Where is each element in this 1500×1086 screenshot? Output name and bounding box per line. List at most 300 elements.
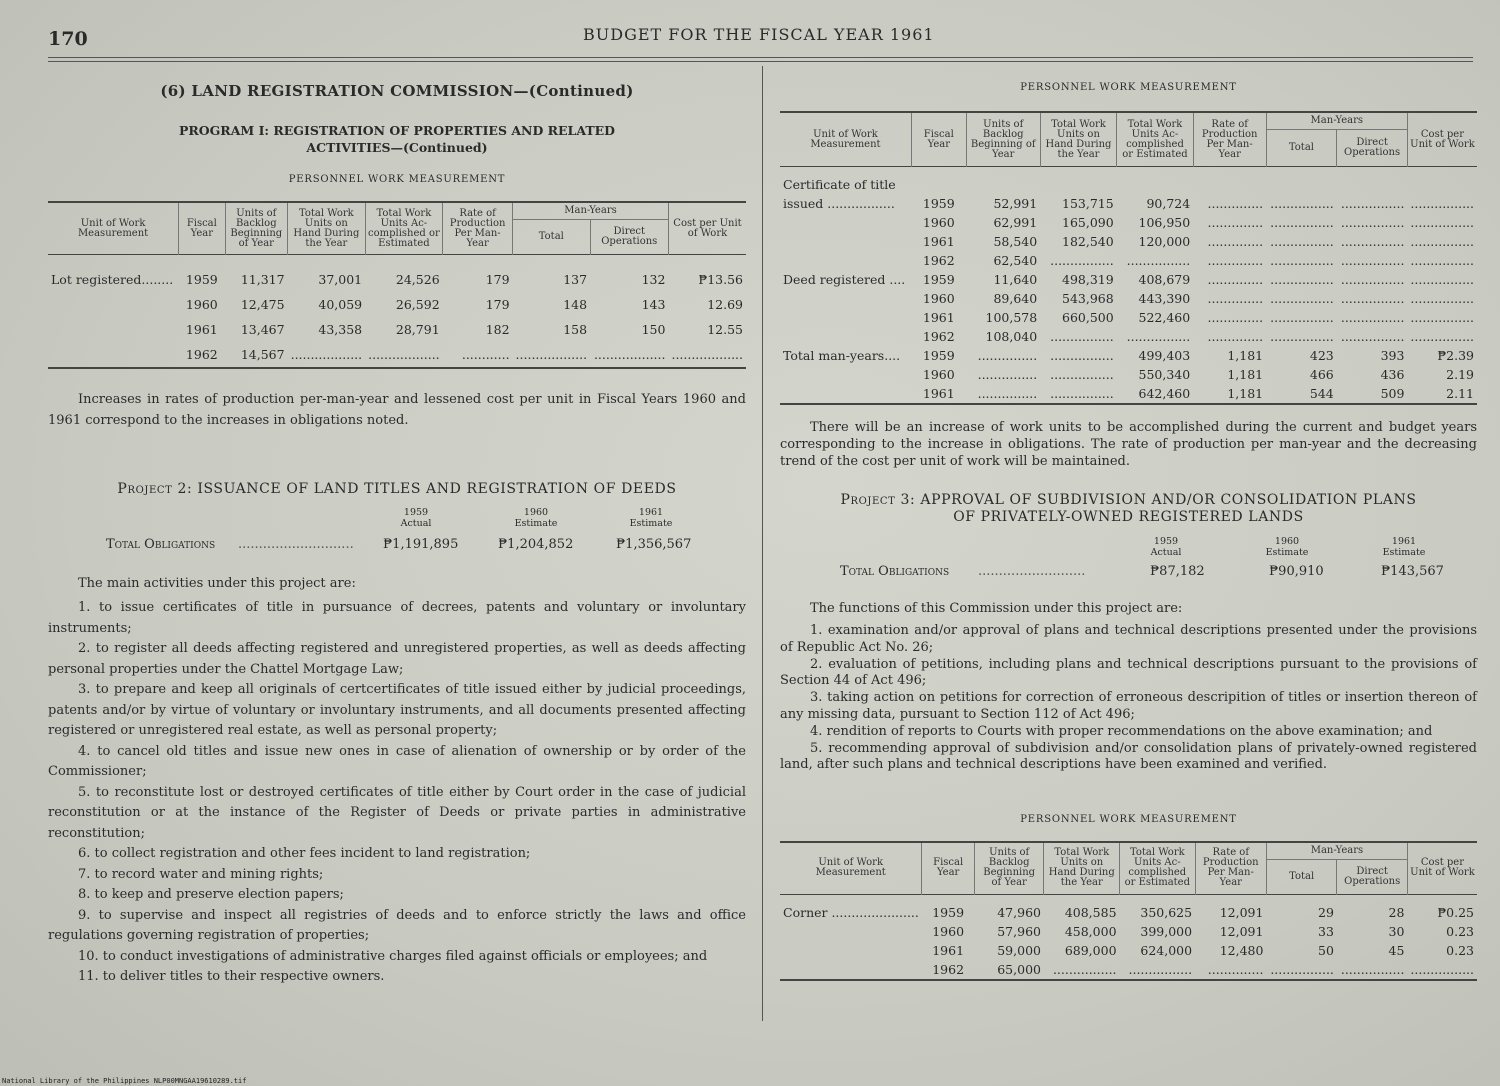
- oblig-col-1961-year: 1961: [1391, 536, 1417, 547]
- cell-cost: 0.23: [1446, 942, 1474, 958]
- cell-backlog: 65,000: [997, 961, 1041, 977]
- cell-cost: ................: [1410, 253, 1474, 268]
- cell-direct: ................: [1340, 215, 1405, 230]
- cell-unit: [48, 342, 179, 368]
- cell-rate: ..............: [1207, 329, 1264, 344]
- cell-total: ................: [1270, 329, 1334, 344]
- table-row: [780, 384, 1477, 404]
- list-item: [780, 690, 1477, 723]
- cell-direct: ................: [1340, 291, 1405, 306]
- cell-unit: [48, 317, 179, 342]
- cell-accomplished: 443,390: [1138, 291, 1191, 306]
- cell-unit: [780, 251, 911, 270]
- left-column: [48, 78, 746, 988]
- cell-year: 1960: [922, 367, 955, 382]
- cell-accomplished: 24,526: [395, 272, 440, 287]
- header-rule: [48, 57, 1473, 62]
- cell-backlog: 89,640: [993, 291, 1038, 306]
- table-row: [780, 251, 1477, 270]
- obligation-1959: ₱87,182: [1150, 564, 1205, 579]
- col-direct: Direct Operations: [1337, 859, 1408, 894]
- cell-backlog: 11,317: [240, 272, 285, 287]
- cell-on-hand: ................: [1050, 348, 1114, 363]
- pwm-caption-right-2: PERSONNEL WORK MEASUREMENT: [1020, 813, 1237, 825]
- cell-backlog: 57,960: [997, 923, 1041, 939]
- project-3-name-1: APPROVAL OF SUBDIVISION AND/OR CONSOLIDATION PLANS: [920, 492, 1417, 508]
- cell-accomplished: 642,460: [1138, 386, 1191, 401]
- work-measurement-table-right: [780, 111, 1477, 405]
- cell-direct: 509: [1380, 386, 1405, 401]
- cell-year: 1962: [922, 329, 955, 344]
- list-item-text: 3. taking action on petitions for correction of erroneous descripition of titles or insertion thereon of any missing data, pursuant to Section 112 of Act 496;: [780, 690, 1477, 722]
- cell-total: 544: [1309, 386, 1334, 401]
- cell-unit: [780, 213, 911, 232]
- list-item-text: 10. to conduct investigations of administrative charges filed against officials or employees; and: [78, 948, 708, 964]
- project-3-title: [780, 492, 1477, 526]
- work-measurement-table: [48, 201, 746, 369]
- scan-footer: National Library of the Philippines NLP00MNGAA19610289.tif: [2, 1077, 247, 1085]
- cell-unit: [780, 941, 922, 960]
- col-on-hand: Total Work Units on Hand During the Year: [288, 202, 366, 255]
- table-row: [780, 213, 1477, 232]
- functions-intro: The functions of this Commission under this project are:: [810, 601, 1183, 616]
- col-direct: Direct Operations: [1337, 130, 1408, 167]
- list-item-text: 5. to reconstitute lost or destroyed certificates of title either by Court order in the case of judicial reconstitution or at the instance of the Register of Deeds or private parties in administrative reconstitution;: [48, 784, 746, 841]
- col-total: Total: [513, 220, 591, 255]
- cell-direct: ................: [1340, 234, 1405, 249]
- oblig-col-1960-year: 1960: [1274, 536, 1300, 547]
- cell-rate: 12,091: [1219, 904, 1264, 920]
- cell-year: 1959: [185, 272, 218, 287]
- col-direct: Direct Operations: [590, 220, 668, 255]
- table-note-right: There will be an increase of work units to be accomplished during the current and budget years corresponding to the increase in obligations. The rate of production per man-year and the decreasing trend of the cost per unit of work will be maintained.: [780, 420, 1477, 469]
- oblig-col-1959-label: Actual: [400, 518, 432, 529]
- program-title-line-2: ACTIVITIES—(Continued): [306, 140, 488, 155]
- obligation-1959: ₱1,191,895: [383, 537, 459, 552]
- cell-backlog: 13,467: [240, 322, 285, 337]
- cell-backlog: 47,960: [997, 904, 1041, 920]
- cell-cost: ................: [1410, 310, 1474, 325]
- cell-rate: ..............: [1207, 310, 1264, 325]
- cell-total: ................: [1270, 234, 1334, 249]
- cell-rate: [1193, 167, 1266, 195]
- cell-year: 1962: [922, 253, 955, 268]
- cell-cost: [1407, 167, 1477, 195]
- list-item: [48, 967, 746, 988]
- table-row: [780, 232, 1477, 251]
- list-item: [780, 623, 1477, 656]
- cell-rate: ..............: [1207, 253, 1264, 268]
- obligation-1961: ₱143,567: [1381, 564, 1444, 579]
- cell-year: 1959: [922, 196, 955, 211]
- table-row: [48, 317, 746, 342]
- cell-total: [1266, 167, 1337, 195]
- cell-cost: ₱2.39: [1437, 348, 1474, 363]
- cell-on-hand: [1040, 167, 1117, 195]
- cell-backlog: 108,040: [985, 329, 1038, 344]
- cell-cost: ................: [1410, 215, 1474, 230]
- col-cost: Cost per Unit of Work: [1407, 112, 1477, 167]
- cell-direct: 28: [1388, 904, 1405, 920]
- cell-rate: ..............: [1207, 234, 1264, 249]
- cell-direct: 132: [641, 272, 666, 287]
- cell-rate: ..............: [1207, 961, 1264, 977]
- list-item: [48, 947, 746, 968]
- col-unit: Unit of Work Measurement: [77, 217, 149, 239]
- col-total: Total: [1266, 859, 1336, 894]
- cell-direct: ................: [1340, 310, 1405, 325]
- col-cost: Cost per Unit of Work: [668, 202, 746, 255]
- cell-total: 137: [563, 272, 588, 287]
- list-item: [48, 742, 746, 783]
- cell-on-hand: 543,968: [1062, 291, 1114, 306]
- cell-year: 1960: [932, 923, 965, 939]
- cell-rate: ..............: [1207, 215, 1264, 230]
- list-item: [48, 865, 746, 886]
- cell-on-hand: 182,540: [1062, 234, 1114, 249]
- table-row: [780, 194, 1477, 213]
- obligation-1960: ₱1,204,852: [498, 537, 574, 552]
- oblig-col-1959-year: 1959: [1153, 536, 1179, 547]
- page-number: 170: [48, 28, 88, 50]
- cell-direct: 45: [1388, 942, 1405, 958]
- cell-backlog: ...............: [977, 386, 1038, 401]
- obligation-1960: ₱90,910: [1269, 564, 1324, 579]
- cell-accomplished: 120,000: [1138, 234, 1191, 249]
- col-rate: Rate of Production Per Man- Year: [1193, 112, 1266, 167]
- cell-total: ................: [1270, 272, 1334, 287]
- activities-list: [48, 598, 746, 988]
- cell-backlog: 11,640: [993, 272, 1038, 287]
- col-man-years: Man-Years: [1266, 112, 1407, 130]
- col-man-years: Man-Years: [513, 202, 669, 220]
- cell-on-hand: 689,000: [1064, 942, 1117, 958]
- cell-on-hand: 408,585: [1064, 904, 1117, 920]
- cell-rate: 1,181: [1227, 386, 1264, 401]
- activities-intro: The main activities under this project are:: [78, 576, 356, 591]
- cell-total: ................: [1270, 253, 1334, 268]
- project-2-label: Project 2:: [117, 481, 193, 497]
- cell-unit: Lot registered........: [51, 272, 174, 287]
- cell-on-hand: 40,059: [318, 297, 363, 312]
- cell-total: 148: [563, 297, 588, 312]
- cell-year: 1962: [185, 347, 218, 362]
- cell-cost: ..................: [671, 347, 743, 362]
- cell-year: 1959: [922, 272, 955, 287]
- cell-backlog: 14,567: [240, 347, 285, 362]
- cell-accomplished: 399,000: [1140, 923, 1193, 939]
- obligations-header-right: [780, 536, 1477, 562]
- col-cost: Cost per Unit of Work: [1407, 842, 1477, 895]
- cell-on-hand: ................: [1050, 386, 1114, 401]
- cell-rate: 179: [485, 297, 510, 312]
- list-item: [48, 783, 746, 845]
- cell-unit: [780, 232, 911, 251]
- cell-on-hand: ................: [1050, 367, 1114, 382]
- cell-unit: issued .................: [783, 196, 895, 211]
- cell-on-hand: 458,000: [1064, 923, 1117, 939]
- cell-total: 158: [563, 322, 588, 337]
- cell-on-hand: ................: [1052, 961, 1117, 977]
- cell-total: 466: [1309, 367, 1334, 382]
- list-item: [48, 885, 746, 906]
- cell-total: ................: [1270, 215, 1334, 230]
- cell-year: 1962: [932, 961, 965, 977]
- list-item: [48, 598, 746, 639]
- list-item-text: 1. to issue certificates of title in pursuance of decrees, patents and voluntary or involuntary instruments;: [48, 600, 746, 636]
- table-row: [780, 167, 1477, 195]
- col-year: Fiscal Year: [922, 842, 975, 895]
- cell-accomplished: ................: [1126, 253, 1191, 268]
- cell-backlog: ...............: [977, 348, 1038, 363]
- cell-backlog: 59,000: [997, 942, 1041, 958]
- table-row: [780, 365, 1477, 384]
- cell-on-hand: 498,319: [1062, 272, 1114, 287]
- total-obligations-dots: ............................: [238, 537, 354, 552]
- cell-cost: 2.19: [1446, 367, 1474, 382]
- right-column: [780, 78, 1477, 981]
- column-divider: [762, 66, 763, 1021]
- col-unit: Unit of Work Measurement: [810, 128, 881, 150]
- cell-on-hand: 660,500: [1062, 310, 1114, 325]
- cell-rate: 12,480: [1219, 942, 1264, 958]
- list-item-text: 6. to collect registration and other fees incident to land registration;: [78, 846, 531, 861]
- list-item: [780, 741, 1477, 774]
- cell-total: 29: [1318, 904, 1334, 920]
- cell-cost: ................: [1410, 961, 1474, 977]
- pwm-caption: PERSONNEL WORK MEASUREMENT: [288, 174, 506, 185]
- cell-unit: [780, 308, 911, 327]
- col-accomplished: Total Work Units Ac- complished or Estimated: [1117, 112, 1194, 167]
- cell-accomplished: ..................: [368, 347, 440, 362]
- cell-unit: Certificate of title: [783, 177, 896, 192]
- cell-accomplished: 106,950: [1138, 215, 1191, 230]
- program-title: [48, 122, 746, 156]
- oblig-col-1959-label: Actual: [1150, 547, 1182, 558]
- cell-direct: ................: [1340, 272, 1405, 287]
- cell-total: ................: [1270, 961, 1334, 977]
- cell-unit: [780, 384, 911, 404]
- total-obligations-dots: ..........................: [978, 564, 1086, 579]
- cell-accomplished: ................: [1128, 961, 1193, 977]
- col-backlog: Units of Backlog Beginning of Year: [966, 112, 1040, 167]
- cell-direct: 393: [1380, 348, 1405, 363]
- cell-backlog: 58,540: [993, 234, 1038, 249]
- cell-accomplished: 550,340: [1138, 367, 1191, 382]
- col-on-hand: Total Work Units on Hand During the Year: [1044, 842, 1120, 895]
- cell-on-hand: 165,090: [1062, 215, 1114, 230]
- cell-year: 1960: [922, 215, 955, 230]
- list-item-text: 4. to cancel old titles and issue new ones in case of alienation of ownership or by order of the Commissioner;: [48, 743, 746, 779]
- oblig-col-1961-label: Estimate: [629, 518, 673, 529]
- cell-cost: ................: [1410, 196, 1474, 211]
- table-row: [780, 289, 1477, 308]
- cell-direct: ..................: [593, 347, 666, 362]
- cell-backlog: 62,540: [993, 253, 1038, 268]
- cell-year: 1959: [932, 904, 965, 920]
- cell-accomplished: [1117, 167, 1194, 195]
- cell-rate: ..............: [1207, 196, 1264, 211]
- cell-accomplished: 350,625: [1140, 904, 1193, 920]
- oblig-col-1960-year: 1960: [523, 507, 549, 518]
- table-row: [780, 922, 1477, 941]
- cell-accomplished: 499,403: [1138, 348, 1191, 363]
- project-2-name: ISSUANCE OF LAND TITLES AND REGISTRATION OF DEEDS: [197, 481, 677, 497]
- cell-total: 423: [1309, 348, 1334, 363]
- obligation-1961: ₱1,356,567: [616, 537, 692, 552]
- list-item-text: 5. recommending approval of subdivision and/or consolidation plans of privately-owned registered land, after such plans and technical descriptions have been examined and verified.: [780, 740, 1477, 772]
- cell-year: 1961: [932, 942, 965, 958]
- col-year: Fiscal Year: [911, 112, 966, 167]
- cell-on-hand: ..................: [290, 347, 363, 362]
- cell-year: 1961: [922, 386, 955, 401]
- running-head: BUDGET FOR THE FISCAL YEAR 1961: [583, 25, 935, 44]
- table-row: [780, 327, 1477, 346]
- cell-rate: 12,091: [1219, 923, 1264, 939]
- cell-cost: ................: [1410, 291, 1474, 306]
- cell-backlog: 62,991: [993, 215, 1038, 230]
- cell-accomplished: 26,592: [395, 297, 440, 312]
- cell-year: [911, 167, 966, 195]
- col-backlog: Units of Backlog Beginning of Year: [974, 842, 1044, 895]
- list-item: [48, 680, 746, 742]
- total-obligations-label: Total Obligations: [840, 564, 950, 579]
- cell-on-hand: 153,715: [1062, 196, 1114, 211]
- col-rate: Rate of Production Per Man- Year: [1195, 842, 1266, 895]
- cell-accomplished: 408,679: [1138, 272, 1191, 287]
- cell-cost: 12.55: [707, 322, 743, 337]
- total-obligations-row-right: [780, 564, 1477, 586]
- cell-direct: ................: [1340, 329, 1405, 344]
- col-on-hand: Total Work Units on Hand During the Year: [1040, 112, 1117, 167]
- oblig-col-1960-label: Estimate: [1265, 547, 1309, 558]
- section-title: (6) LAND REGISTRATION COMMISSION—(Continued): [160, 82, 634, 100]
- list-item: [48, 844, 746, 865]
- cell-rate: 182: [485, 322, 510, 337]
- table-row: [48, 292, 746, 317]
- oblig-col-1960-label: Estimate: [514, 518, 558, 529]
- list-item: [780, 657, 1477, 690]
- cell-unit: [780, 365, 911, 384]
- program-title-line-1: PROGRAM I: REGISTRATION OF PROPERTIES AND RELATED: [178, 123, 616, 138]
- cell-year: 1961: [922, 310, 955, 325]
- cell-backlog: 52,991: [993, 196, 1038, 211]
- table-row: [780, 346, 1477, 365]
- list-item: [780, 724, 1477, 741]
- cell-cost: ₱0.25: [1437, 904, 1474, 920]
- list-item-text: 2. evaluation of petitions, including plans and technical descriptions pursuant to the provisions of Section 44 of Act 496;: [780, 656, 1477, 688]
- cell-accomplished: 90,724: [1146, 196, 1191, 211]
- cell-year: 1960: [922, 291, 955, 306]
- cell-direct: ................: [1340, 196, 1405, 211]
- table-row: [48, 255, 746, 293]
- list-item-text: 1. examination and/or approval of plans and technical descriptions presented under the provisions of Republic Act No. 26;: [780, 623, 1477, 655]
- obligations-header: [48, 507, 746, 533]
- cell-rate: ..............: [1207, 291, 1264, 306]
- cell-year: 1960: [185, 297, 218, 312]
- col-backlog: Units of Backlog Beginning of Year: [225, 202, 288, 255]
- functions-list: [780, 623, 1477, 774]
- table-row: [780, 894, 1477, 922]
- table-row: [780, 308, 1477, 327]
- col-total: Total: [1266, 130, 1337, 167]
- cell-unit: [780, 327, 911, 346]
- col-accomplished: Total Work Units Ac- complished or Estimated: [365, 202, 443, 255]
- cell-accomplished: 624,000: [1140, 942, 1193, 958]
- cell-cost: 2.11: [1446, 386, 1474, 401]
- cell-rate: 179: [485, 272, 510, 287]
- cell-backlog: 12,475: [240, 297, 285, 312]
- cell-direct: 30: [1388, 923, 1405, 939]
- cell-year: 1959: [922, 348, 955, 363]
- col-accomplished: Total Work Units Ac- complished or Estimated: [1120, 842, 1196, 895]
- cell-total: ..................: [515, 347, 588, 362]
- cell-cost: ₱13.56: [698, 272, 743, 287]
- table-row: [780, 270, 1477, 289]
- list-item-text: 7. to record water and mining rights;: [78, 866, 324, 882]
- list-item-text: 11. to deliver titles to their respective owners.: [78, 969, 385, 984]
- cell-cost: ................: [1410, 329, 1474, 344]
- col-unit: Unit of Work Measurement: [815, 857, 886, 878]
- list-item-text: 4. rendition of reports to Courts with proper recommendations on the above examination; and: [810, 723, 1433, 739]
- project-3-label: Project 3:: [840, 492, 916, 508]
- list-item-text: 9. to supervise and inspect all registries of deeds and to enforce strictly the laws and office regulations governing registration of properties;: [48, 907, 746, 943]
- cell-direct: ................: [1340, 961, 1405, 977]
- oblig-col-1961-label: Estimate: [1382, 547, 1426, 558]
- list-item-text: 2. to register all deeds affecting registered and unregistered properties, as well as deeds affecting personal properties under the Chattel Mortgage Law;: [48, 641, 746, 677]
- cell-total: ................: [1270, 310, 1334, 325]
- table-note: Increases in rates of production per-man-year and lessened cost per unit in Fiscal Years 1960 and 1961 correspond to the increases in obligations noted.: [48, 392, 746, 428]
- cell-on-hand: ................: [1050, 253, 1114, 268]
- project-2-title: [48, 481, 746, 497]
- cell-backlog: [966, 167, 1040, 195]
- cell-year: 1961: [922, 234, 955, 249]
- total-obligations-row: [48, 537, 746, 559]
- cell-direct: 143: [641, 297, 666, 312]
- cell-total: 33: [1318, 923, 1334, 939]
- list-item: [48, 906, 746, 947]
- cell-unit: Corner ......................: [783, 904, 919, 920]
- cell-cost: 12.69: [707, 297, 743, 312]
- list-item: [48, 639, 746, 680]
- list-item-text: 3. to prepare and keep all originals of certcertificates of title issued either by judicial proceedings, patents and/or by virtue of voluntary or involuntary instruments, and all documents presented affecting registered or unregistered real estate, as well as personal property;: [48, 682, 746, 738]
- cell-unit: [780, 289, 911, 308]
- cell-accomplished: 522,460: [1138, 310, 1191, 325]
- oblig-col-1961-year: 1961: [638, 507, 664, 518]
- cell-rate: 1,181: [1227, 348, 1264, 363]
- table-row: [780, 941, 1477, 960]
- cell-cost: 0.23: [1446, 923, 1474, 939]
- cell-unit: Deed registered ....: [783, 272, 906, 287]
- cell-direct: 150: [641, 322, 666, 337]
- table-row: [780, 960, 1477, 980]
- cell-on-hand: 37,001: [318, 272, 363, 287]
- cell-backlog: ...............: [977, 367, 1038, 382]
- cell-rate: 1,181: [1227, 367, 1264, 382]
- col-man-years: Man-Years: [1266, 842, 1407, 860]
- col-rate: Rate of Production Per Man- Year: [443, 202, 513, 255]
- cell-direct: 436: [1380, 367, 1405, 382]
- cell-backlog: 100,578: [985, 310, 1038, 325]
- cell-unit: [48, 292, 179, 317]
- oblig-col-1959-year: 1959: [403, 507, 429, 518]
- cell-direct: ................: [1340, 253, 1405, 268]
- table-row: [48, 342, 746, 368]
- col-year: Fiscal Year: [179, 202, 225, 255]
- cell-unit: Total man-years....: [783, 348, 901, 363]
- pwm-caption-right: PERSONNEL WORK MEASUREMENT: [1020, 82, 1237, 93]
- cell-rate: ..............: [1207, 272, 1264, 287]
